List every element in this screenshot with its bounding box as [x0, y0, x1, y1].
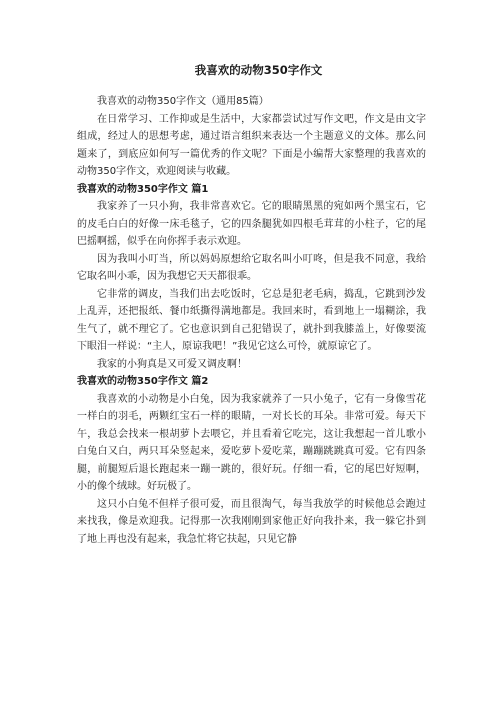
section-1-paragraph: 我家的小狗真是又可爱又调皮啊！ [97, 358, 247, 370]
section-2-paragraph: 我喜欢的小动物是小白兔，因为我家就养了一只小兔子，它有一身像雪花一样白的羽毛，两颗红宝石一样的眼睛，一对长长的耳朵。非常可爱。每天下午，我总会找来一根胡萝卜去喂它，并且看着它吃完，这让我想起一首儿歌小白兔白又白，两只耳朵竖起来，爱吃萝卜爱吃菜，蹦蹦跳跳真可爱。它有四条腿，前腿短后退长跑起来一蹦一跳的，很好玩。仔细一看，它的尾巴好短啊，小的像个绒球。好玩极了。 [77, 393, 426, 492]
section-2-paragraph: 这只小白兔不但样子很可爱，而且很淘气，每当我放学的时候他总会跑过来找我，像是欢迎我。记得那一次我刚刚到家他正好向我扑来，我一躲它扑到了地上再也没有起来，我急忙将它扶起，只见它静 [77, 498, 426, 545]
document-title: 我喜欢的动物350字作文 [194, 63, 323, 77]
section-1-paragraph: 它非常的调皮，当我们出去吃饭时，它总是犯老毛病，捣乱，它跳到沙发上乱弄，还把报纸、餐巾纸撕得满地都是。我回来时，看到地上一塌糊涂，我生气了，就不理它了。它也意识到自己犯错误了，就扑到我膝盖上，好像要流下眼泪一样说：“主人，原谅我吧！”我见它这么可怜，就原谅它了。 [77, 288, 426, 352]
section-2-heading: 我喜欢的动物350字作文 篇2 [77, 376, 209, 387]
section-1-paragraph: 因为我叫小叮当，所以妈妈原想给它取名叫小叮咚，但是我不同意，我给它取名叫小乖，因为我想它天天都很乖。 [77, 253, 426, 282]
section-1-paragraph: 我家养了一只小狗，我非常喜欢它。它的眼睛黑黑的宛如两个黑宝石，它的皮毛白白的好像一床毛毯子，它的四条腿犹如四根毛茸茸的小柱子，它的尾巴摇啊摇，似乎在向你挥手表示欢迎。 [77, 201, 426, 247]
section-1-heading: 我喜欢的动物350字作文 篇1 [77, 183, 209, 195]
intro-paragraph: 在日常学习、工作抑或是生活中，大家都尝试过写作文吧，作文是由文字组成，经过人的思想考虑，通过语言组织来表达一个主题意义的文体。那么问题来了，到底应如何写一篇优秀的作文呢？下面是小编帮大家整理的我喜欢的动物350字作文，欢迎阅读与收藏。 [77, 113, 426, 177]
intro-line: 我喜欢的动物350字作文（通用85篇） [97, 96, 269, 107]
